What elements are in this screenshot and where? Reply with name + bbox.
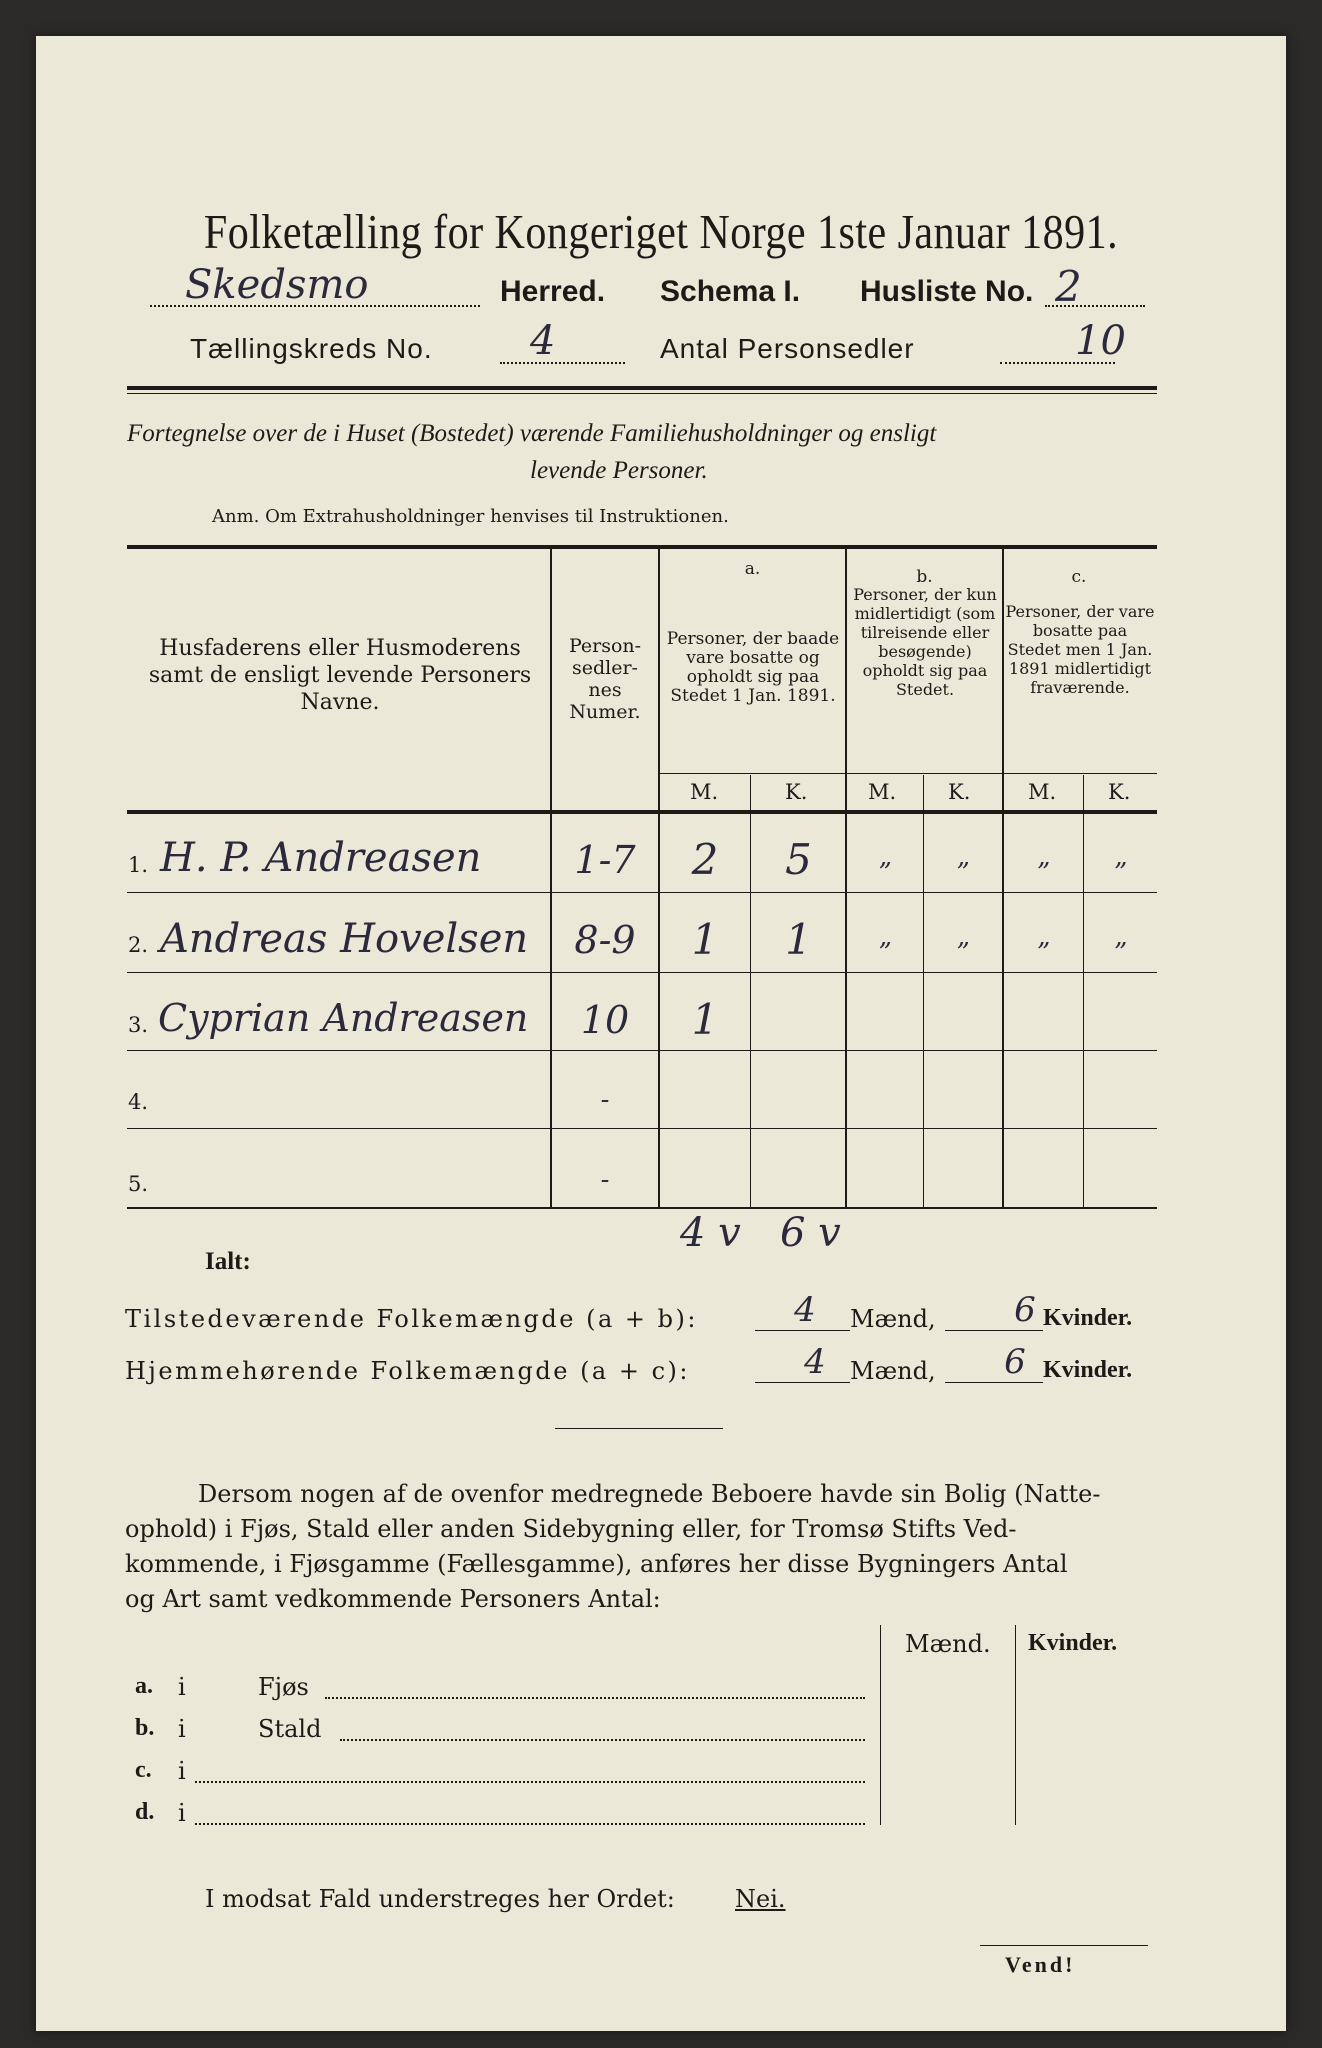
schema-label: Schema I. [660,275,801,308]
bolig-item-c-prep: i [178,1757,186,1785]
hjemme-women-line [945,1382,1043,1383]
form-title: Folketælling for Kongeriget Norge 1ste Januar 1891. [203,204,1119,259]
anm-note: Anm. Om Extrahusholdninger henvises til Instruktionen. [212,506,729,527]
table-row-1-c-m: ” [1036,858,1051,888]
bolig-item-a-dots [325,1697,865,1699]
table-row-5-numer: - [600,1165,610,1195]
husliste-label: Husliste No. [860,275,1034,308]
bolig-item-a-label: Fjøs [258,1673,309,1701]
bolig-item-b-label: Stald [258,1715,322,1743]
col-b-m-label: M. [868,780,897,804]
col-header-names: Husfaderens eller Husmoderens samt de ensligt levende Personers Navne. [148,636,532,715]
bolig-item-b-prep: i [178,1715,186,1743]
antal-dots [1000,362,1115,364]
col-b-k-label: K. [948,780,971,804]
table-row-5-number: 5. [128,1172,149,1196]
herred-label: Herred. [500,275,606,308]
hjemme-maend: Mænd, [850,1357,936,1385]
bolig-paragraph-line-1: Dersom nogen af de ovenfor medregnede Beboere havde sin Bolig (Natte- [198,1480,1101,1508]
tilstede-maend: Mænd, [850,1305,936,1333]
table-row-2-b-m: ” [878,938,892,968]
herred-value: Skedsmo [185,262,369,308]
intro-line-2: levende Personer. [530,457,708,484]
vend-label: Vend! [1005,1952,1076,1977]
table-row-1-b-k: ” [956,858,970,888]
antal-value: 10 [1075,318,1126,364]
kreds-label: Tællingskreds No. [190,333,433,364]
tilstede-kvinder: Kvinder. [1043,1305,1133,1331]
col-divider-b-mk [923,775,924,1207]
table-row-3-number: 3. [128,1013,149,1037]
separator-rule [555,1428,723,1429]
footer-text: I modsat Fald understreges her Ordet: [205,1885,675,1913]
col-header-a-letter: a. [744,559,761,579]
tilstede-women-value: 6 [1014,1290,1036,1330]
table-row-1-b-m: ” [878,858,892,888]
table-row-2-line [127,972,1157,973]
table-row-4-line [127,1128,1157,1129]
table-row-2-c-m: ” [1036,938,1051,968]
husliste-value: 2 [1055,262,1082,311]
bolig-item-b-dots [340,1739,865,1741]
tilstede-men-line [755,1330,850,1331]
bolig-kvinder-header: Kvinder. [1028,1630,1118,1656]
bolig-item-c-dots [195,1781,865,1783]
hjemme-women-value: 6 [1004,1342,1026,1382]
bolig-item-d-prep: i [178,1799,186,1827]
bolig-maend-header: Mænd. [905,1630,991,1658]
bolig-item-d-dots [195,1823,865,1825]
table-row-4-number: 4. [128,1090,149,1114]
table-row-3-line [127,1050,1157,1051]
husliste-dots [1045,305,1145,307]
intro-line-1: Fortegnelse over de i Huset (Bostedet) værende Familiehusholdninger og ensligt [127,420,937,447]
hjemme-men-line [755,1382,850,1383]
table-row-1-c-k: ” [1113,858,1128,888]
hjemme-label: Hjemmehørende Folkemængde (a + c): [125,1357,690,1385]
col-a-m-label: M. [690,780,719,804]
col-header-b-letter: b. [916,567,933,587]
table-bottom-rule [127,1207,1157,1209]
bolig-divider-left [880,1625,881,1825]
header-rule-thin [127,393,1157,394]
header-rule-thick [127,386,1157,390]
herred-dots [150,305,480,307]
bolig-item-c-letter: c. [135,1757,152,1783]
table-row-1-numer: 1-7 [574,838,636,882]
bolig-item-b-letter: b. [135,1715,155,1741]
kreds-value: 4 [530,318,556,364]
kreds-dots [500,362,625,364]
table-row-2-numer: 8-9 [574,918,636,962]
ialt-label: Ialt: [205,1248,251,1275]
bolig-paragraph-line-3: kommende, i Fjøsgamme (Fællesgamme), anføres her disse Bygningers Antal [125,1550,1068,1578]
col-divider-c-mk [1083,775,1084,1207]
table-row-2-a-k: 1 [785,915,812,964]
table-row-2-number: 2. [128,933,149,957]
table-row-4-numer: - [600,1085,610,1115]
col-a-k-label: K. [785,780,808,804]
table-row-3-numer: 10 [580,998,630,1042]
col-divider-a-mk [750,775,751,1207]
hjemme-men-value: 4 [804,1342,826,1382]
bolig-item-a-letter: a. [135,1673,153,1699]
col-header-numer: Person-sedler-nes Numer. [568,635,642,723]
table-row-2-name: Andreas Hovelsen [160,916,529,962]
col-c-m-label: M. [1028,780,1057,804]
col-c-k-label: K. [1108,780,1131,804]
table-row-1-a-m: 2 [691,835,719,884]
table-row-1-number: 1. [128,853,149,877]
table-row-1-name: H. P. Andreasen [160,835,482,881]
mk-header-rule [660,773,1157,774]
ialt-women: 6 v [780,1210,841,1256]
col-header-a-text: Personer, der baade vare bosatte og opholdt sig paa Stedet 1 Jan. 1891. [666,629,840,706]
tilstede-men-value: 4 [794,1290,816,1330]
table-row-3-a-m: 1 [691,995,719,1044]
bolig-item-d-letter: d. [135,1799,155,1825]
table-row-2-b-k: ” [956,938,970,968]
ialt-men: 4 v [680,1210,741,1256]
table-row-2-c-k: ” [1113,938,1128,968]
antal-label: Antal Personsedler [660,333,915,364]
table-row-1-line [127,892,1157,893]
tilstede-women-line [945,1330,1043,1331]
table-row-1-a-k: 5 [785,835,812,884]
hjemme-kvinder: Kvinder. [1043,1357,1133,1383]
bolig-divider-right [1015,1625,1016,1825]
footer-word-nei: Nei. [735,1885,786,1913]
tilstede-label: Tilstedeværende Folkemængde (a + b): [125,1305,698,1333]
bolig-item-a-prep: i [178,1673,186,1701]
vend-rule [980,1945,1148,1946]
col-header-b-text: Personer, der kun midlertidigt (som tilreisende eller besøgende) opholdt sig paa Stedet. [853,585,997,699]
table-row-2-a-m: 1 [691,915,719,964]
bolig-paragraph-line-2: ophold) i Fjøs, Stald eller anden Sidebygning eller, for Tromsø Stifts Ved- [125,1515,1017,1543]
col-header-c-letter: c. [1071,567,1087,587]
table-row-3-name: Cyprian Andreasen [158,996,529,1040]
col-header-c-text: Personer, der vare bosatte paa Stedet men 1 Jan. 1891 midlertidigt fraværende. [1005,602,1155,697]
bolig-paragraph-line-4: og Art samt vedkommende Personers Antal: [125,1585,661,1613]
